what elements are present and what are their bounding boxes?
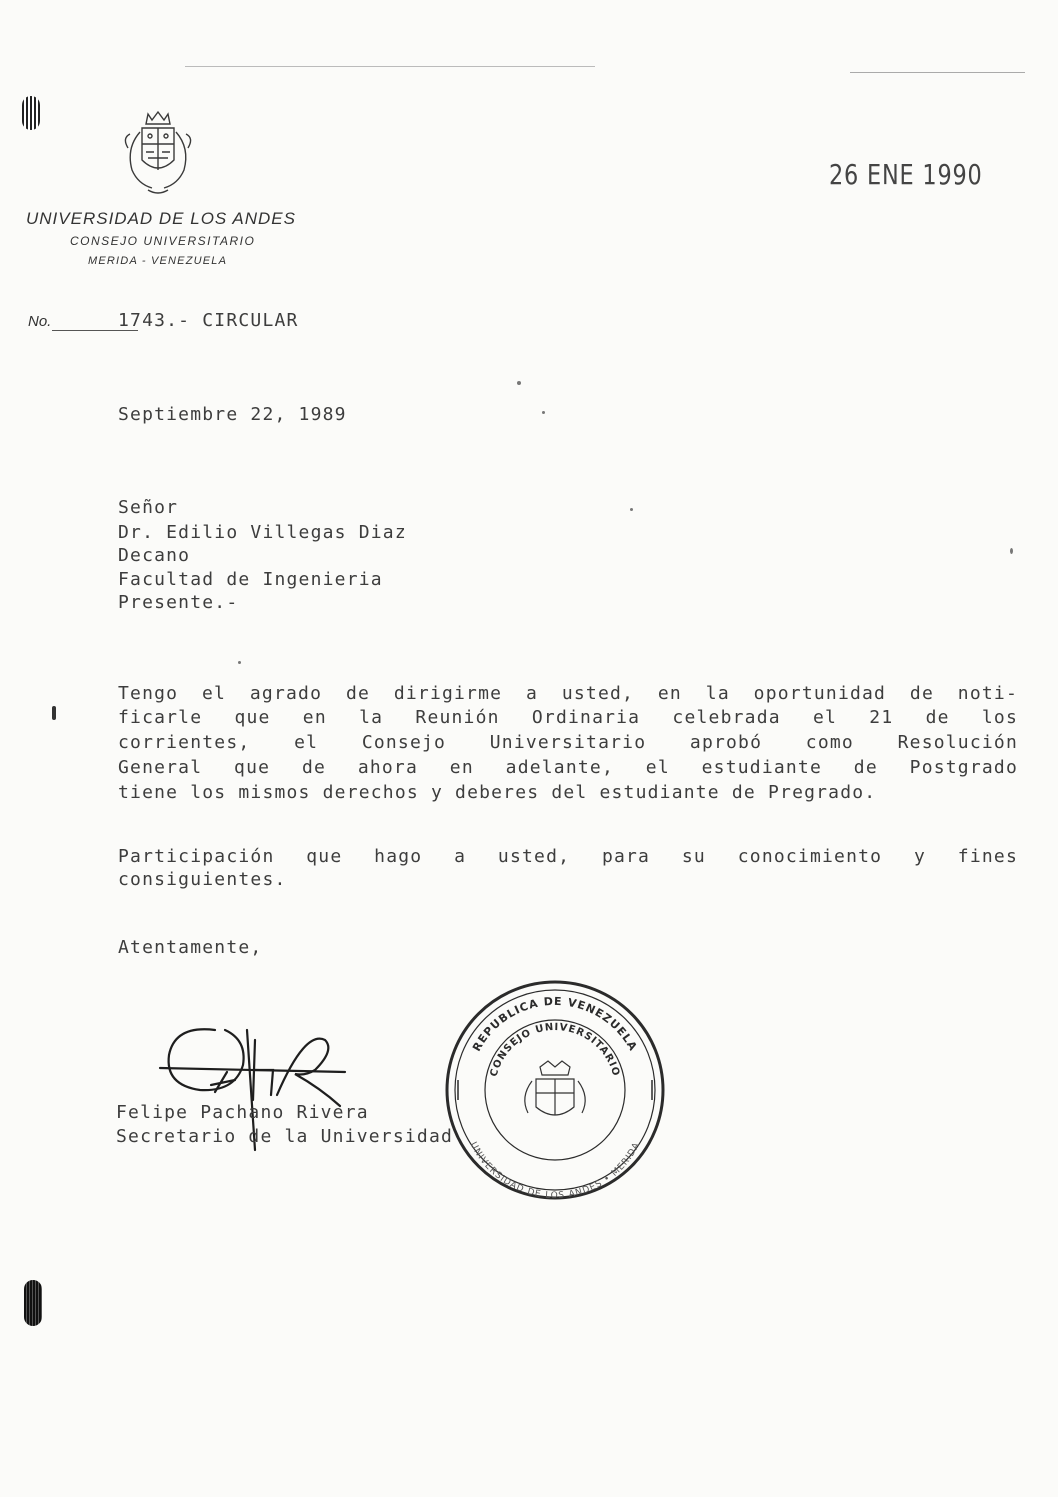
valediction: Atentamente, xyxy=(118,937,263,958)
university-coat-of-arms-icon xyxy=(118,108,198,198)
recipient-name: Dr. Edilio Villegas Diaz xyxy=(118,522,407,543)
official-seal xyxy=(440,975,670,1205)
letterhead-location: MERIDA - VENEZUELA xyxy=(88,255,228,267)
svg-text:CONSEJO UNIVERSITARIO xyxy=(489,1022,622,1078)
speck xyxy=(542,411,545,414)
recipient-closing: Presente.- xyxy=(118,592,239,613)
recipient-faculty: Facultad de Ingenieria xyxy=(118,569,383,590)
circular-number: 1743.- CIRCULAR xyxy=(118,310,299,331)
recipient-salutation: Señor xyxy=(118,497,179,518)
number-prefix: No. xyxy=(28,313,52,330)
letter-date: Septiembre 22, 1989 xyxy=(118,404,347,425)
punch-hole-bottom xyxy=(24,1280,42,1326)
received-date-stamp: 26 ENE 1990 xyxy=(829,158,983,191)
body-paragraph-1-line-3: corrientes, el Consejo Universitario aprobó como Resolución xyxy=(118,732,1018,753)
letterhead-university: UNIVERSIDAD DE LOS ANDES xyxy=(26,209,296,228)
signatory-position: Secretario de la Universidad xyxy=(116,1126,454,1147)
body-paragraph-2-line-2: consiguientes. xyxy=(118,869,287,890)
speck xyxy=(52,706,56,720)
seal-inner-text: CONSEJO UNIVERSITARIO xyxy=(488,1021,622,1078)
scan-edge-line-left xyxy=(185,66,595,67)
punch-hole-top xyxy=(22,96,40,130)
seal-bottom-text: UNIVERSIDAD DE LOS ANDES • MERIDA xyxy=(467,1140,643,1202)
signatory-name: Felipe Pachano Rivera xyxy=(116,1102,369,1123)
speck xyxy=(238,661,241,664)
recipient-title: Decano xyxy=(118,545,191,566)
body-paragraph-1-line-5: tiene los mismos derechos y deberes del estudiante de Pregrado. xyxy=(118,782,877,803)
body-paragraph-1-line-4: General que de ahora en adelante, el estudiante de Postgrado xyxy=(118,757,1018,778)
speck xyxy=(517,381,521,385)
speck xyxy=(630,508,633,511)
letterhead-council: CONSEJO UNIVERSITARIO xyxy=(70,234,256,248)
scan-edge-line-right xyxy=(850,72,1025,73)
body-paragraph-1-line-1: Tengo el agrado de dirigirme a usted, en la oportunidad de noti- xyxy=(118,683,1018,704)
body-paragraph-2-line-1: Participación que hago a usted, para su conocimiento y fines xyxy=(118,846,1018,867)
seal-outer-text: REPUBLICA DE VENEZUELA xyxy=(470,994,640,1054)
body-paragraph-1-line-2: ficarle que en la Reunión Ordinaria celebrada el 21 de los xyxy=(118,707,1018,728)
svg-text:UNIVERSIDAD DE LOS ANDES • MER xyxy=(468,1141,643,1201)
speck xyxy=(1010,548,1013,554)
